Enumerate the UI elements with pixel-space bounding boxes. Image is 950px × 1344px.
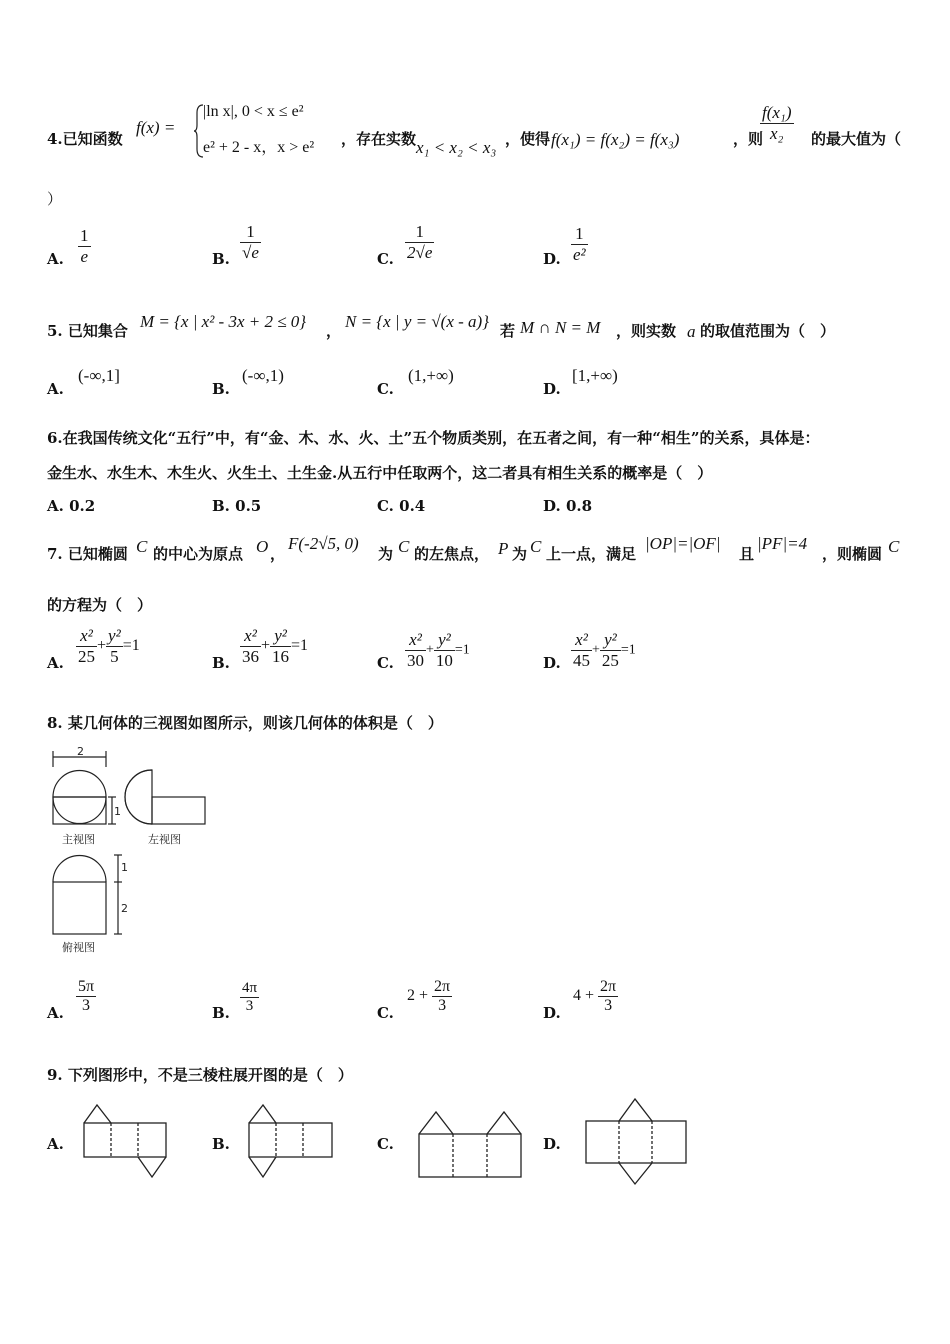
q5-option-d-value: [1,+∞) [572,366,618,385]
q8-label-left: 左视图 [148,833,181,846]
q4-option-a-label[interactable]: A. [47,250,64,268]
q7-text-t4: 为 [378,545,394,563]
q5-condition: M ∩ N = M [520,318,601,337]
q4-case-1: |ln x|, 0 < x ≤ e² [203,103,304,120]
q8-label-top: 俯视图 [62,941,95,954]
q8-dim-top-label: 2 [77,745,84,758]
q7-var-c2: C [398,537,410,556]
q5-option-a-label[interactable]: A. [47,380,64,398]
q8-front-rect [53,797,106,824]
q7-focus-f: F(-2√5, 0) [288,534,359,553]
q8-question: 8. 某几何体的三视图如图所示，则该几何体的体积是（ ） [47,714,443,732]
q7-condition-2: |PF|=4 [757,534,808,553]
q5-text-mid: ，则实数 [616,322,677,340]
q8-three-view-figure [40,745,220,960]
q8-option-a-label[interactable]: A. [47,1004,64,1022]
q5-text-ruo: 若 [500,322,516,340]
q4-text-mid2: ，使得 [505,130,551,148]
q7-option-c-label[interactable]: C. [377,654,394,672]
q5-option-c-label[interactable]: C. [377,380,394,398]
q7-line-2: 的方程为（ ） [47,596,153,614]
q5-text-tail: 的取值范围为（ ） [700,322,836,340]
q8-option-c-value: 2 + $\frac{2\pi}{3}$ [407,978,451,1014]
q4-option-c-value: $\frac{1}{2√e}$ [407,222,433,262]
q4-number-and-lead: 4.已知函数 [47,130,123,148]
q4-ratio: $\frac{\text{f(x₁)}}{\text{x₂}}$ [762,103,792,143]
q9-option-c-label[interactable]: C. [377,1135,394,1153]
q7-option-a-value: $\frac{\text{x²}}{25}$ + $\frac{\text{y²}}{5}$ =1 [78,626,140,666]
q8-left-rect [152,797,205,824]
q8-option-b-value: $\frac{4\pi}{3}$ [242,980,258,1014]
q6-option-c[interactable]: C. 0.4 [377,497,426,515]
q7-text-t9: ，则椭圆 [822,545,883,563]
q7-option-b-value: $\frac{\text{x²}}{36}$ + $\frac{\text{y²}}{16}$ =1 [242,626,309,666]
q8-option-c-label[interactable]: C. [377,1004,394,1022]
q4-equality: f(x₁) = f(x₂) = f(x₃) [551,130,680,149]
q7-text-t6: 为 [512,545,528,563]
q9-question: 9. 下列图形中，不是三棱柱展开图的是（ ） [47,1066,353,1084]
q5-set-m: M = {x | x² - 3x + 2 ≤ 0} [140,312,307,331]
q7-var-p: P [498,539,509,558]
q4-option-b-label[interactable]: B. [212,250,230,268]
q4-option-d-label[interactable]: D. [543,250,561,268]
q4-option-d-value: $\frac{1}{\text{e²}}$ [573,224,586,264]
q4-text-mid3: ，则 [733,130,764,148]
q8-left-semicircle [125,770,152,824]
q7-text-t2: 的中心为原点 [153,545,244,563]
q8-option-b-label[interactable]: B. [212,1004,230,1022]
q5-option-b-value: (-∞,1) [242,366,284,385]
q7-var-c1: C [136,537,148,556]
q4-function-lhs: f(x) = [136,118,176,137]
q5-var-a: a [687,322,696,341]
q8-top-arc [53,856,106,883]
q5-number-and-lead: 5. 已知集合 [47,322,128,340]
q7-text-t3: ， [270,545,286,563]
q7-var-c4: C [888,537,900,556]
q5-option-a-value: (-∞,1] [78,366,120,385]
q8-dim-lower1-label: 1 [121,861,128,874]
q9-net-a [78,1100,173,1182]
q7-condition-1: |OP|=|OF| [645,534,721,553]
q7-text-t5: 的左焦点， [414,545,490,563]
q4-option-a-value: $\frac{1}{e}$ [80,226,89,266]
q4-close-paren: ） [47,190,63,208]
q7-option-c-value: $\frac{\text{x²}}{30}$ + $\frac{\text{y²}}{10}$ =1 [407,630,470,670]
q9-option-b-label[interactable]: B. [212,1135,230,1153]
q7-text-t7: 上一点，满足 [546,545,637,563]
q8-dim-side-label: 1 [114,805,121,818]
q7-option-b-label[interactable]: B. [212,654,230,672]
q6-option-a[interactable]: A. 0.2 [47,497,96,515]
q6-option-d[interactable]: D. 0.8 [543,497,593,515]
q9-net-d [580,1095,695,1190]
q6-option-b[interactable]: B. 0.5 [212,497,262,515]
q5-option-d-label[interactable]: D. [543,380,561,398]
q4-condition: x₁ < x₂ < x₃ [416,138,497,157]
q4-text-mid1: ，存在实数 [341,130,417,148]
q5-separator: ， [326,322,342,340]
q5-set-n: N = {x | y = √(x - a)} [345,312,490,331]
q8-dim-lower2-label: 2 [121,902,128,915]
q9-option-d-label[interactable]: D. [543,1135,561,1153]
q8-option-a-value: $\frac{5\pi}{3}$ [78,978,95,1014]
q7-number-and-lead: 7. 已知椭圆 [47,545,128,563]
q7-var-c3: C [530,537,542,556]
q5-option-b-label[interactable]: B. [212,380,230,398]
q7-option-d-value: $\frac{\text{x²}}{45}$ + $\frac{\text{y²}}{25}$ =1 [573,630,636,670]
q6-line-2: 金生水、水生木、木生火、火生土、土生金.从五行中任取两个，这二者具有相生关系的概率是（ ） [47,464,713,482]
q5-option-c-value: (1,+∞) [408,366,454,385]
q4-case-2: e² + 2 - x，x > e² [203,139,315,156]
q7-text-t8: 且 [739,545,755,563]
q4-text-tail: 的最大值为（ [811,130,902,148]
q8-label-front: 主视图 [62,833,95,846]
q4-option-b-value: $\frac{1}{√e}$ [242,222,259,262]
q8-option-d-label[interactable]: D. [543,1004,561,1022]
q8-top-rect [53,882,106,934]
q9-option-a-label[interactable]: A. [47,1135,64,1153]
q7-option-d-label[interactable]: D. [543,654,561,672]
q9-net-b [243,1100,338,1182]
q9-net-c [413,1105,528,1185]
q6-line-1: 6.在我国传统文化“五行”中，有“金、木、水、火、土”五个物质类别，在五者之间，有一种“相生”的关系，具体是： [47,429,820,447]
q4-option-c-label[interactable]: C. [377,250,394,268]
q8-option-d-value: 4 + $\frac{2\pi}{3}$ [573,978,617,1014]
q7-var-o: O [256,537,269,556]
q7-option-a-label[interactable]: A. [47,654,64,672]
